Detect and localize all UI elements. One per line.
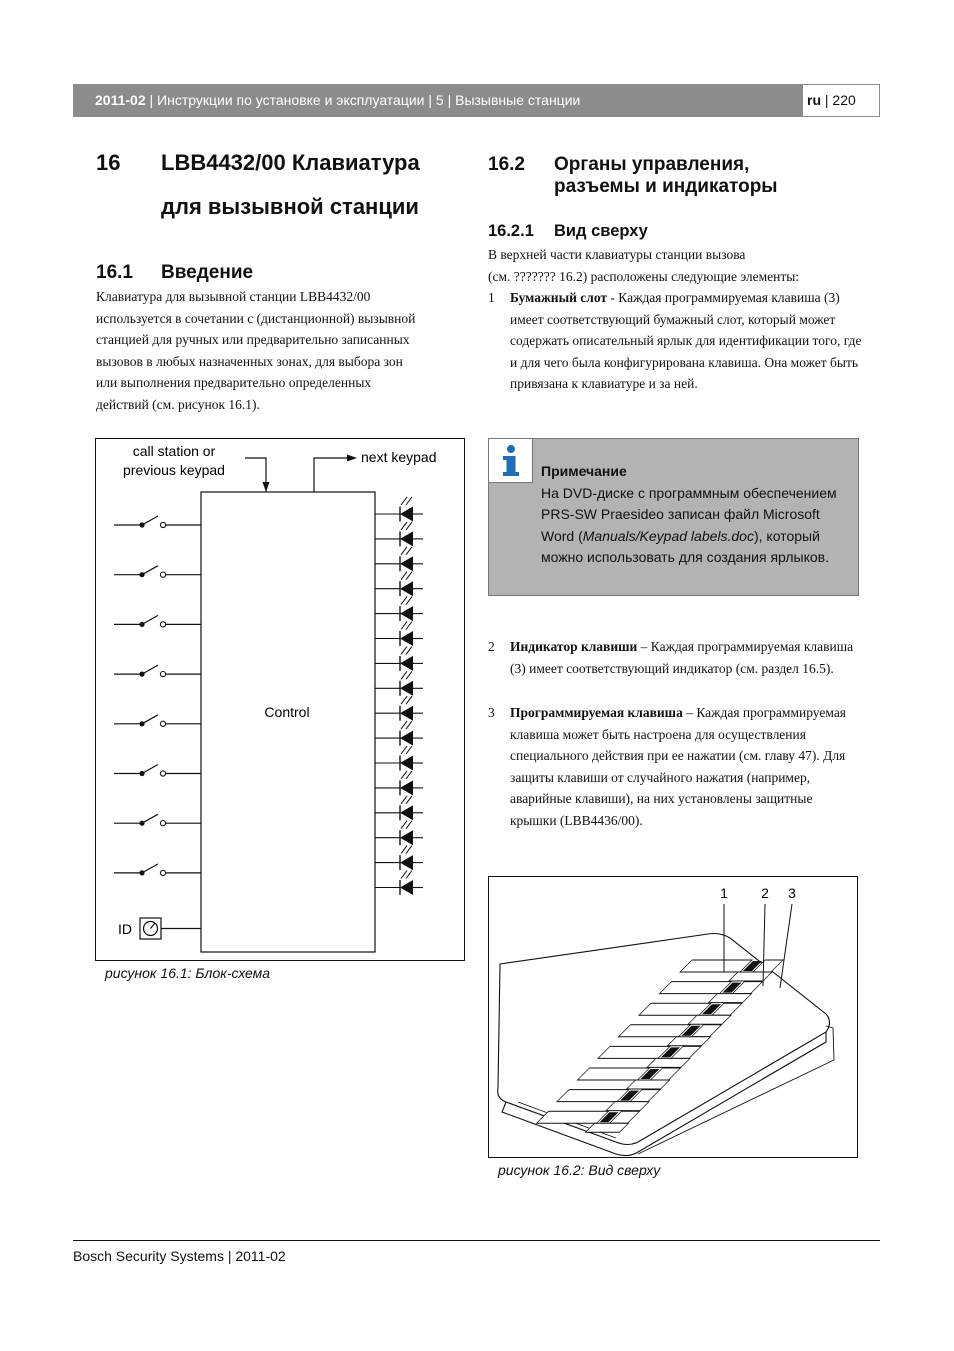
intro-line: или выполнения предварительно определенных xyxy=(96,375,372,391)
switch-pivot xyxy=(139,870,144,875)
switch-contact xyxy=(160,821,165,826)
paper-slot xyxy=(598,1046,670,1058)
figure-16-2-caption: рисунок 16.2: Вид сверху xyxy=(498,1162,661,1178)
item-2-description: – Каждая программируемая клавиша (3) имеет соответствующий индикатор (см. раздел 16.5). xyxy=(510,639,854,676)
item-3-description: – Каждая программируемая клавиша может быть настроена для осуществления специального действия при ее нажатии (см. главу 47). Для защиты клавиши от случайного нажатия (например, аварийные клавиши), на них установлены защитные крышки (LBB4436/00). xyxy=(510,705,847,828)
item-3-number: 3 xyxy=(488,705,495,720)
chapter-title-line2: для вызывной станции xyxy=(161,194,419,219)
page-footer: Bosch Security Systems | 2011-02 xyxy=(73,1248,286,1264)
note-text-after: ), который можно использовать для создания ярлыков. xyxy=(541,527,829,565)
chapter-title-line1: LBB4432/00 Клавиатура xyxy=(161,150,420,175)
block-diagram xyxy=(95,438,466,962)
paper-slot xyxy=(660,982,732,994)
page-header xyxy=(73,84,880,117)
header-title: | Инструкции по установке и эксплуатации | 5 | Вызывные станции xyxy=(145,92,581,108)
header-lang: ru xyxy=(807,92,821,108)
section-16-1-title: Введение xyxy=(161,262,254,283)
paper-slot xyxy=(619,1025,691,1037)
label-control: Control xyxy=(264,704,310,720)
note-text-before: На DVD-диске с программным обеспечением PRS-SW Praesideo записан файл Microsoft Word ( xyxy=(541,484,837,544)
paper-slot xyxy=(537,1111,609,1123)
intro-line: используется в сочетании с (дистанционной) вызывной xyxy=(96,310,416,326)
paper-slot xyxy=(557,1090,629,1102)
callout-1: 1 xyxy=(720,885,728,901)
note-file-name: Manuals/Keypad labels.doc xyxy=(582,527,754,544)
intro-paragraph xyxy=(96,286,415,416)
section-16-2-title-line1: Органы управления, xyxy=(554,154,750,175)
switch-contact xyxy=(160,622,165,627)
switch-contact xyxy=(160,721,165,726)
label-call-station-1: call station or xyxy=(132,443,216,459)
keypad-top-view-figure xyxy=(488,876,859,1159)
item-1-term: Бумажный слот xyxy=(510,290,608,305)
intro-line: вызовов в любых назначенных зонах, для выбора зон xyxy=(96,353,403,369)
note-text xyxy=(541,461,853,569)
header-page-box xyxy=(802,84,880,117)
info-icon xyxy=(489,439,532,482)
header-bar xyxy=(73,84,802,117)
item-1-number: 1 xyxy=(488,290,495,305)
paper-slot xyxy=(578,1068,650,1080)
control-box xyxy=(201,492,375,952)
note-title: Примечание xyxy=(541,463,627,479)
label-next-keypad: next keypad xyxy=(361,449,437,465)
top-view-intro xyxy=(488,244,799,287)
header-date: 2011-02 xyxy=(95,92,146,108)
switch-pivot xyxy=(139,622,144,627)
item-3-term: Программируемая клавиша xyxy=(510,705,683,720)
top-view-intro-line: (см. ??????? 16.2) расположены следующие элементы: xyxy=(488,268,800,284)
section-16-2-title-line2: разъемы и индикаторы xyxy=(554,176,778,197)
item-1-text xyxy=(510,287,862,395)
item-3-text xyxy=(510,702,862,832)
switch-contact xyxy=(160,572,165,577)
paper-slot xyxy=(680,960,752,972)
section-16-1-number: 16.1 xyxy=(96,262,133,283)
section-16-2-number: 16.2 xyxy=(488,154,525,175)
item-2-text xyxy=(510,636,862,679)
section-16-2-1-title: Вид сверху xyxy=(554,222,648,240)
section-16-2-1-number: 16.2.1 xyxy=(488,222,534,240)
chapter-number: 16 xyxy=(96,150,121,175)
header-page-number: | 220 xyxy=(821,92,856,108)
info-icon-frame xyxy=(489,439,533,483)
footer-rule xyxy=(73,1240,880,1241)
callout-3: 3 xyxy=(788,885,796,901)
intro-line: Клавиатура для вызывной станции LBB4432/00 xyxy=(96,289,371,304)
figure-16-1-caption: рисунок 16.1: Блок-схема xyxy=(105,965,271,981)
paper-slot xyxy=(639,1003,711,1015)
intro-line: станцией для ручных или предварительно записанных xyxy=(96,332,410,348)
intro-line: действий (см. рисунок 16.1). xyxy=(96,396,260,412)
callout-2: 2 xyxy=(761,885,769,901)
note-box xyxy=(488,438,859,596)
item-2-number: 2 xyxy=(488,639,495,654)
item-1-description: - Каждая программируемая клавиша (3) имеет соответствующий бумажный слот, который может содержать описательный ярлык для идентификации того, где и для чего была конфигурирована клавиша. Она может быть привязана к клавиатуре и за ней. xyxy=(510,290,862,392)
switch-contact xyxy=(160,672,165,677)
top-view-intro-line: В верхней части клавиатуры станции вызова xyxy=(488,247,746,262)
item-2-term: Индикатор клавиши xyxy=(510,639,638,654)
switch-contact xyxy=(160,870,165,875)
switch-contact xyxy=(160,771,165,776)
label-call-station-2: previous keypad xyxy=(123,462,225,478)
switch-contact xyxy=(160,522,165,527)
label-id: ID xyxy=(118,921,132,937)
note-body xyxy=(541,483,853,569)
